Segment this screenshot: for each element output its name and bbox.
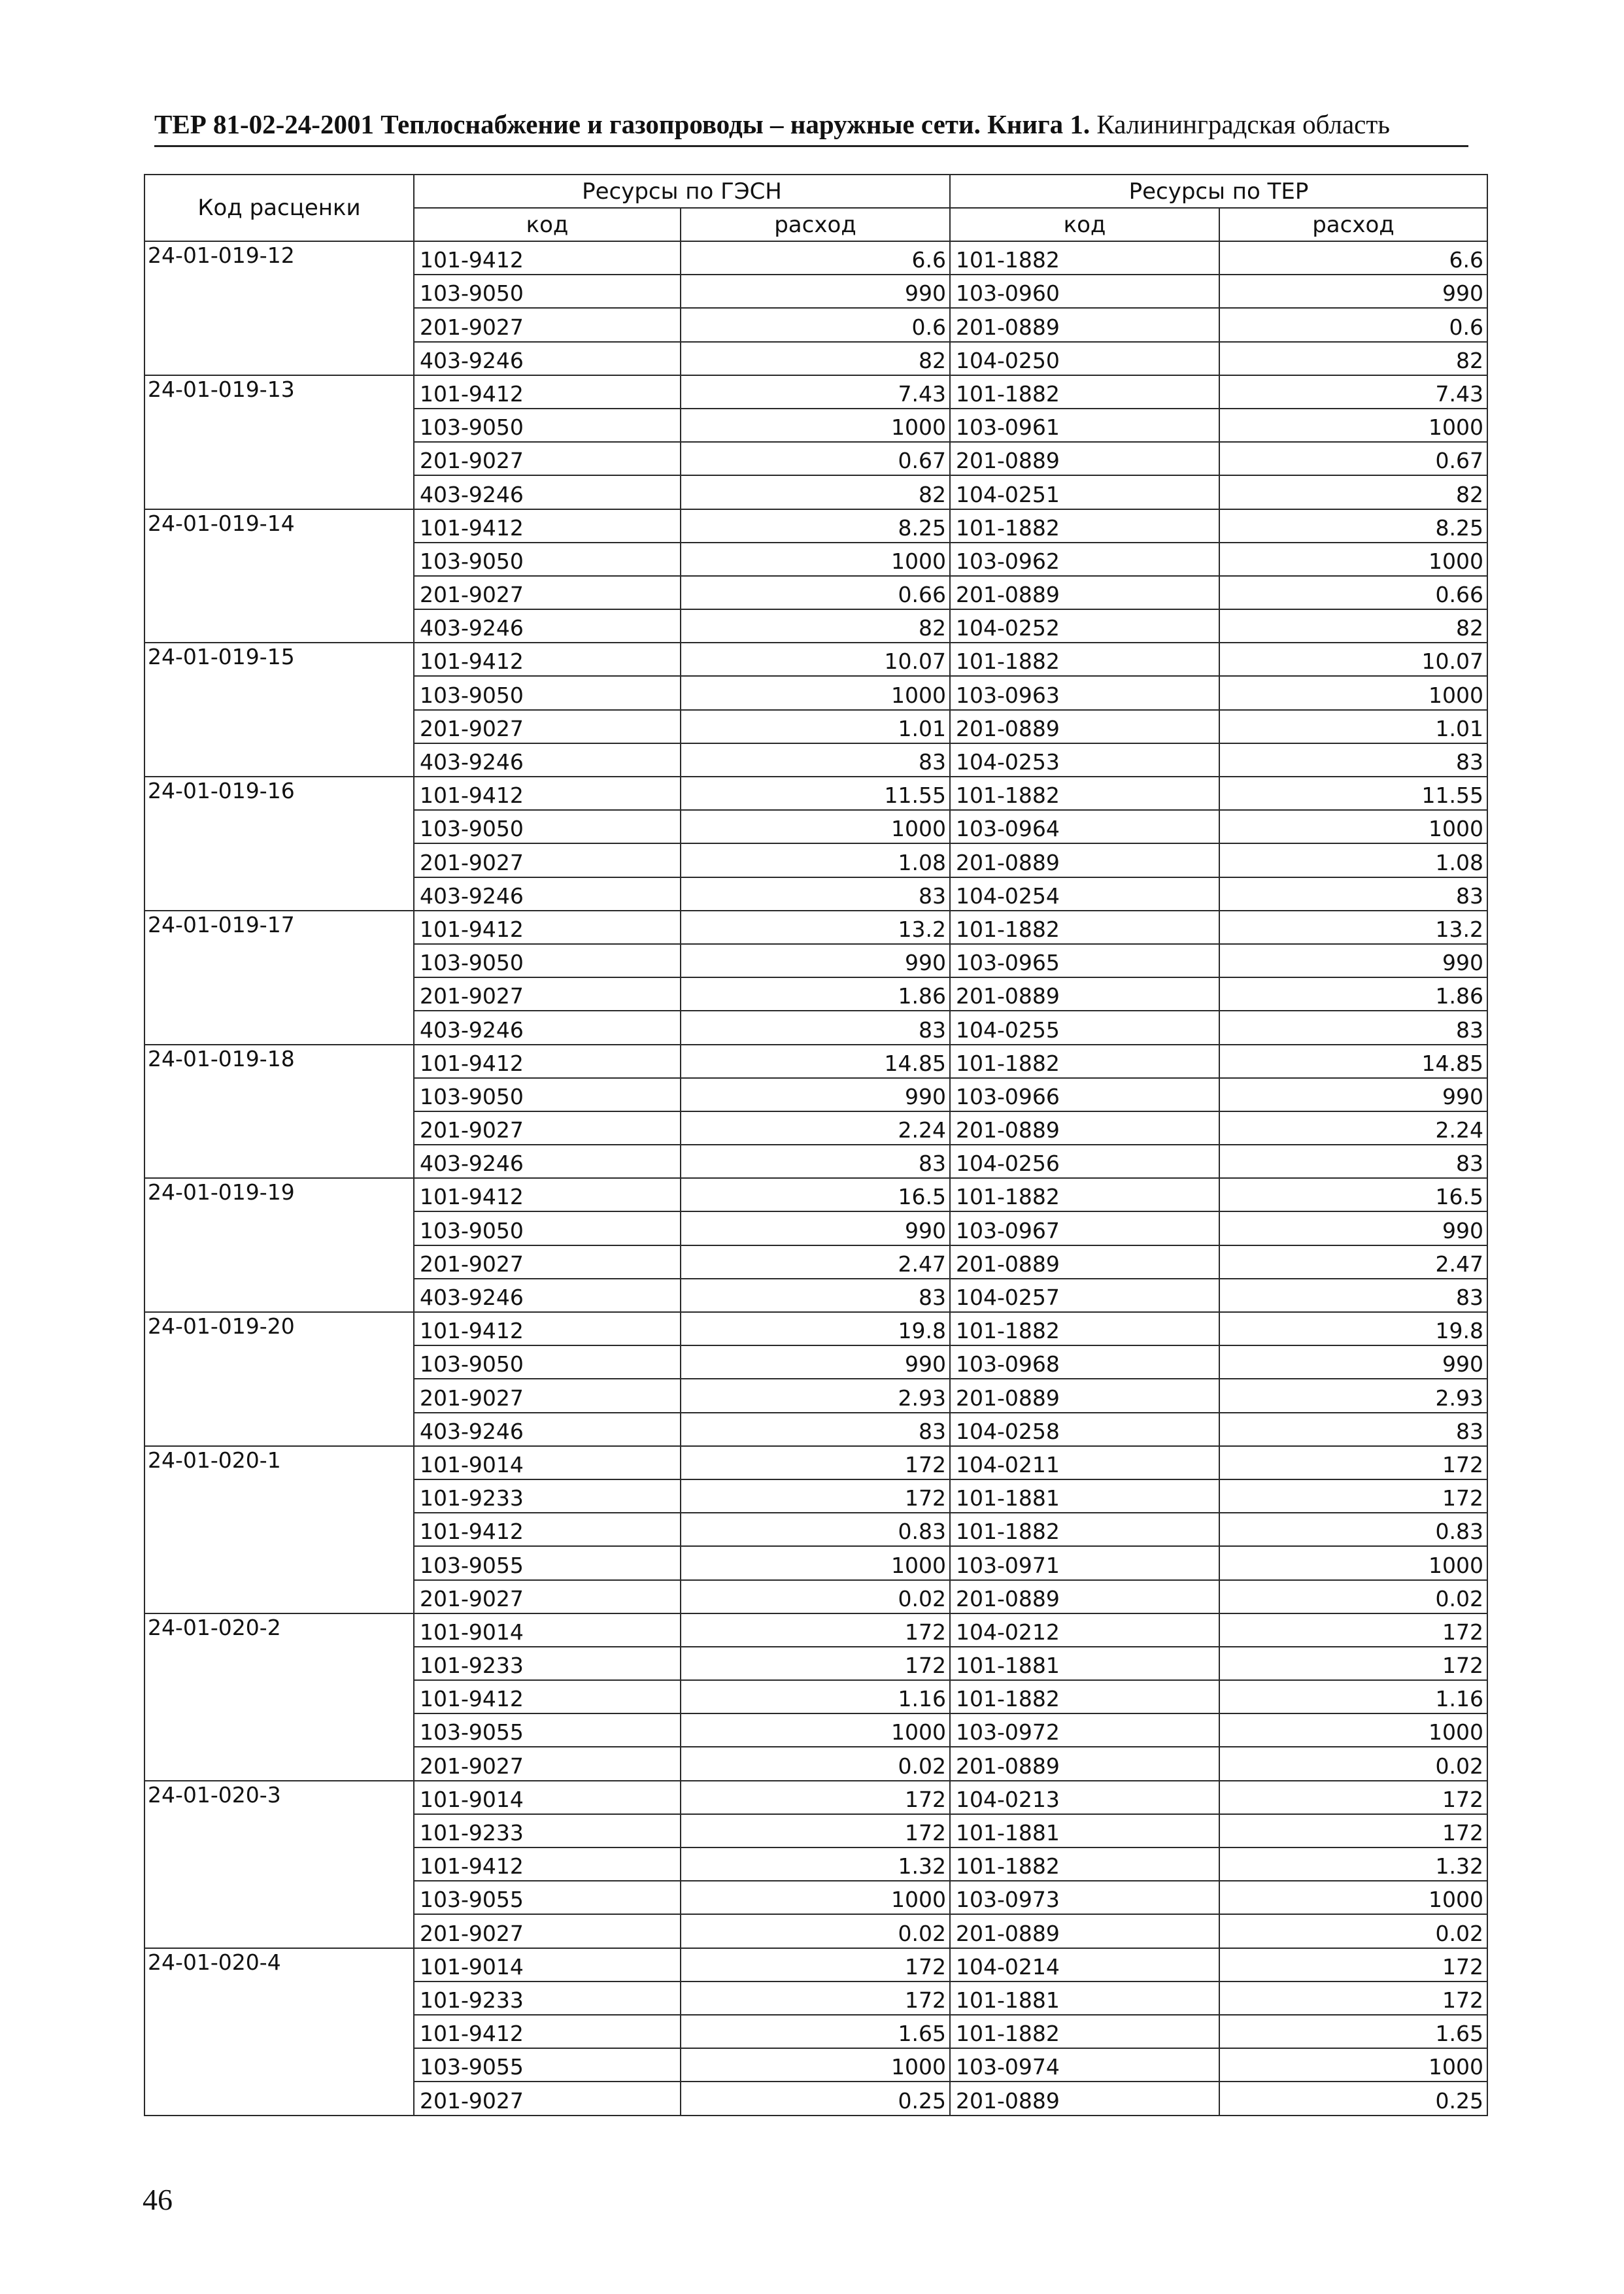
gesn-kod-cell: 101-9412 [414, 1513, 681, 1546]
gesn-rashod-cell: 172 [681, 1982, 950, 2015]
subheader-ter-kod: код [950, 208, 1219, 241]
rate-code-cell: 24-01-020-4 [144, 1948, 414, 2116]
ter-rashod-cell: 0.02 [1219, 1914, 1487, 1948]
ter-rashod-cell: 1000 [1219, 1546, 1487, 1579]
ter-rashod-cell: 1000 [1219, 543, 1487, 576]
rate-code-cell: 24-01-019-12 [144, 241, 414, 375]
ter-rashod-cell: 172 [1219, 1613, 1487, 1647]
ter-kod-cell: 101-1882 [950, 643, 1219, 676]
gesn-rashod-cell: 0.67 [681, 442, 950, 475]
gesn-rashod-cell: 1.01 [681, 710, 950, 743]
page-header [154, 106, 1468, 143]
gesn-kod-cell: 403-9246 [414, 1011, 681, 1044]
gesn-kod-cell: 101-9412 [414, 241, 681, 275]
table-row [144, 911, 1487, 944]
gesn-kod-cell: 403-9246 [414, 877, 681, 911]
gesn-rashod-cell: 13.2 [681, 911, 950, 944]
ter-kod-cell: 103-0968 [950, 1345, 1219, 1379]
ter-kod-cell: 101-1881 [950, 1479, 1219, 1513]
gesn-rashod-cell: 172 [681, 1613, 950, 1647]
gesn-kod-cell: 101-9412 [414, 375, 681, 409]
ter-kod-cell: 201-0889 [950, 1747, 1219, 1780]
table-row [144, 1178, 1487, 1211]
ter-kod-cell: 101-1882 [950, 241, 1219, 275]
gesn-kod-cell: 103-9050 [414, 944, 681, 977]
ter-kod-cell: 103-0973 [950, 1881, 1219, 1914]
gesn-kod-cell: 201-9027 [414, 1379, 681, 1412]
ter-kod-cell: 103-0962 [950, 543, 1219, 576]
ter-kod-cell: 101-1881 [950, 1647, 1219, 1680]
ter-kod-cell: 103-0963 [950, 676, 1219, 709]
rate-code-cell: 24-01-019-19 [144, 1178, 414, 1312]
gesn-rashod-cell: 2.47 [681, 1245, 950, 1279]
resources-table [144, 174, 1488, 2116]
rate-code-cell: 24-01-019-16 [144, 777, 414, 911]
rate-code-cell: 24-01-020-2 [144, 1613, 414, 1781]
ter-kod-cell: 103-0961 [950, 409, 1219, 442]
gesn-kod-cell: 103-9055 [414, 1546, 681, 1579]
ter-kod-cell: 101-1882 [950, 375, 1219, 409]
ter-rashod-cell: 1000 [1219, 810, 1487, 843]
gesn-kod-cell: 103-9050 [414, 543, 681, 576]
table-row [144, 241, 1487, 275]
gesn-kod-cell: 101-9014 [414, 1781, 681, 1814]
ter-kod-cell: 201-0889 [950, 1111, 1219, 1145]
group-header-gesn: Ресурсы по ГЭСН [414, 175, 950, 208]
ter-kod-cell: 201-0889 [950, 710, 1219, 743]
ter-rashod-cell: 172 [1219, 1948, 1487, 1982]
ter-kod-cell: 104-0257 [950, 1279, 1219, 1312]
group-header-ter: Ресурсы по ТЕР [950, 175, 1487, 208]
gesn-kod-cell: 101-9412 [414, 777, 681, 810]
gesn-kod-cell: 403-9246 [414, 1413, 681, 1446]
ter-kod-cell: 101-1882 [950, 1312, 1219, 1345]
gesn-rashod-cell: 990 [681, 1078, 950, 1111]
gesn-kod-cell: 101-9412 [414, 2015, 681, 2048]
gesn-kod-cell: 403-9246 [414, 342, 681, 375]
ter-rashod-cell: 990 [1219, 1078, 1487, 1111]
ter-kod-cell: 104-0258 [950, 1413, 1219, 1446]
ter-kod-cell: 201-0889 [950, 2082, 1219, 2115]
ter-rashod-cell: 0.67 [1219, 442, 1487, 475]
gesn-kod-cell: 201-9027 [414, 442, 681, 475]
gesn-rashod-cell: 1000 [681, 676, 950, 709]
gesn-kod-cell: 201-9027 [414, 1747, 681, 1780]
gesn-kod-cell: 101-9412 [414, 643, 681, 676]
gesn-kod-cell: 103-9050 [414, 1211, 681, 1245]
gesn-rashod-cell: 14.85 [681, 1045, 950, 1078]
gesn-rashod-cell: 172 [681, 1647, 950, 1680]
gesn-kod-cell: 403-9246 [414, 475, 681, 509]
gesn-kod-cell: 103-9050 [414, 409, 681, 442]
ter-kod-cell: 104-0214 [950, 1948, 1219, 1982]
rate-code-cell: 24-01-019-15 [144, 643, 414, 777]
gesn-rashod-cell: 10.07 [681, 643, 950, 676]
gesn-kod-cell: 101-9412 [414, 1178, 681, 1211]
ter-kod-cell: 104-0213 [950, 1781, 1219, 1814]
gesn-rashod-cell: 1.08 [681, 843, 950, 877]
gesn-rashod-cell: 172 [681, 1479, 950, 1513]
gesn-rashod-cell: 0.02 [681, 1914, 950, 1948]
gesn-rashod-cell: 83 [681, 877, 950, 911]
gesn-kod-cell: 101-9412 [414, 1045, 681, 1078]
resources-table-container [144, 174, 1488, 2116]
gesn-rashod-cell: 1.65 [681, 2015, 950, 2048]
gesn-rashod-cell: 83 [681, 743, 950, 777]
ter-rashod-cell: 1.08 [1219, 843, 1487, 877]
subheader-ter-rashod: расход [1219, 208, 1487, 241]
ter-kod-cell: 201-0889 [950, 977, 1219, 1011]
ter-rashod-cell: 0.25 [1219, 2082, 1487, 2115]
gesn-kod-cell: 101-9233 [414, 1479, 681, 1513]
ter-kod-cell: 103-0965 [950, 944, 1219, 977]
gesn-kod-cell: 101-9014 [414, 1446, 681, 1479]
gesn-rashod-cell: 172 [681, 1948, 950, 1982]
gesn-kod-cell: 403-9246 [414, 1279, 681, 1312]
ter-kod-cell: 103-0967 [950, 1211, 1219, 1245]
ter-rashod-cell: 19.8 [1219, 1312, 1487, 1345]
gesn-kod-cell: 101-9412 [414, 1680, 681, 1713]
gesn-rashod-cell: 82 [681, 342, 950, 375]
ter-rashod-cell: 82 [1219, 342, 1487, 375]
gesn-rashod-cell: 2.93 [681, 1379, 950, 1412]
ter-kod-cell: 103-0964 [950, 810, 1219, 843]
gesn-rashod-cell: 1000 [681, 1881, 950, 1914]
ter-rashod-cell: 83 [1219, 1011, 1487, 1044]
ter-rashod-cell: 8.25 [1219, 509, 1487, 543]
column-header-code: Код расценки [144, 175, 414, 241]
gesn-kod-cell: 201-9027 [414, 1111, 681, 1145]
table-row [144, 1045, 1487, 1078]
ter-kod-cell: 104-0251 [950, 475, 1219, 509]
gesn-kod-cell: 201-9027 [414, 1914, 681, 1948]
table-row [144, 1613, 1487, 1647]
rate-code-cell: 24-01-019-20 [144, 1312, 414, 1446]
table-body [144, 241, 1487, 2116]
gesn-rashod-cell: 1.32 [681, 1847, 950, 1881]
ter-rashod-cell: 1.01 [1219, 710, 1487, 743]
gesn-rashod-cell: 7.43 [681, 375, 950, 409]
ter-rashod-cell: 990 [1219, 1345, 1487, 1379]
gesn-kod-cell: 201-9027 [414, 576, 681, 609]
gesn-kod-cell: 101-9014 [414, 1613, 681, 1647]
ter-kod-cell: 201-0889 [950, 1914, 1219, 1948]
gesn-kod-cell: 201-9027 [414, 2082, 681, 2115]
gesn-rashod-cell: 82 [681, 609, 950, 643]
ter-kod-cell: 101-1882 [950, 911, 1219, 944]
ter-kod-cell: 201-0889 [950, 442, 1219, 475]
gesn-rashod-cell: 172 [681, 1781, 950, 1814]
ter-kod-cell: 104-0250 [950, 342, 1219, 375]
ter-kod-cell: 101-1882 [950, 1680, 1219, 1713]
subheader-gesn-kod: код [414, 208, 681, 241]
ter-kod-cell: 201-0889 [950, 1580, 1219, 1613]
ter-kod-cell: 104-0255 [950, 1011, 1219, 1044]
gesn-kod-cell: 101-9412 [414, 509, 681, 543]
gesn-kod-cell: 101-9412 [414, 1847, 681, 1881]
gesn-rashod-cell: 0.02 [681, 1580, 950, 1613]
ter-kod-cell: 101-1882 [950, 777, 1219, 810]
rate-code-cell: 24-01-019-17 [144, 911, 414, 1045]
table-row [144, 375, 1487, 409]
gesn-kod-cell: 103-9050 [414, 810, 681, 843]
ter-rashod-cell: 2.93 [1219, 1379, 1487, 1412]
ter-kod-cell: 103-0974 [950, 2048, 1219, 2082]
ter-rashod-cell: 1000 [1219, 1881, 1487, 1914]
gesn-rashod-cell: 0.66 [681, 576, 950, 609]
gesn-rashod-cell: 2.24 [681, 1111, 950, 1145]
ter-rashod-cell: 0.02 [1219, 1747, 1487, 1780]
gesn-kod-cell: 101-9412 [414, 911, 681, 944]
gesn-kod-cell: 403-9246 [414, 609, 681, 643]
ter-rashod-cell: 11.55 [1219, 777, 1487, 810]
ter-rashod-cell: 172 [1219, 1446, 1487, 1479]
ter-rashod-cell: 172 [1219, 1479, 1487, 1513]
rate-code-cell: 24-01-019-18 [144, 1045, 414, 1179]
ter-rashod-cell: 2.47 [1219, 1245, 1487, 1279]
ter-rashod-cell: 7.43 [1219, 375, 1487, 409]
rate-code-cell: 24-01-019-13 [144, 375, 414, 509]
ter-rashod-cell: 83 [1219, 1413, 1487, 1446]
gesn-kod-cell: 103-9050 [414, 1345, 681, 1379]
ter-rashod-cell: 172 [1219, 1781, 1487, 1814]
subheader-gesn-rashod: расход [681, 208, 950, 241]
table-row [144, 643, 1487, 676]
ter-kod-cell: 104-0211 [950, 1446, 1219, 1479]
header-region: Калининградская область [1096, 109, 1390, 139]
gesn-kod-cell: 101-9233 [414, 1647, 681, 1680]
gesn-kod-cell: 201-9027 [414, 1245, 681, 1279]
ter-rashod-cell: 6.6 [1219, 241, 1487, 275]
ter-rashod-cell: 82 [1219, 609, 1487, 643]
gesn-rashod-cell: 19.8 [681, 1312, 950, 1345]
ter-rashod-cell: 990 [1219, 944, 1487, 977]
gesn-kod-cell: 103-9055 [414, 1713, 681, 1747]
gesn-rashod-cell: 6.6 [681, 241, 950, 275]
table-row [144, 1948, 1487, 1982]
ter-rashod-cell: 13.2 [1219, 911, 1487, 944]
header-title: ТЕР 81-02-24-2001 Теплоснабжение и газопроводы – наружные сети. Книга 1. [154, 109, 1091, 139]
ter-rashod-cell: 1.32 [1219, 1847, 1487, 1881]
ter-kod-cell: 104-0212 [950, 1613, 1219, 1647]
gesn-kod-cell: 403-9246 [414, 1145, 681, 1178]
gesn-kod-cell: 201-9027 [414, 710, 681, 743]
ter-kod-cell: 101-1882 [950, 1513, 1219, 1546]
ter-kod-cell: 101-1882 [950, 1178, 1219, 1211]
gesn-rashod-cell: 82 [681, 475, 950, 509]
ter-kod-cell: 103-0972 [950, 1713, 1219, 1747]
table-row [144, 777, 1487, 810]
rate-code-cell: 24-01-019-14 [144, 509, 414, 643]
table-row [144, 1781, 1487, 1814]
gesn-kod-cell: 103-9050 [414, 1078, 681, 1111]
ter-rashod-cell: 172 [1219, 1647, 1487, 1680]
page-number: 46 [143, 2183, 173, 2216]
ter-rashod-cell: 1.16 [1219, 1680, 1487, 1713]
gesn-rashod-cell: 11.55 [681, 777, 950, 810]
gesn-rashod-cell: 1000 [681, 810, 950, 843]
ter-rashod-cell: 172 [1219, 1982, 1487, 2015]
ter-kod-cell: 201-0889 [950, 308, 1219, 341]
gesn-rashod-cell: 83 [681, 1145, 950, 1178]
gesn-kod-cell: 103-9055 [414, 2048, 681, 2082]
table-row [144, 1312, 1487, 1345]
ter-kod-cell: 103-0966 [950, 1078, 1219, 1111]
table-row [144, 509, 1487, 543]
gesn-rashod-cell: 1000 [681, 1546, 950, 1579]
gesn-kod-cell: 101-9014 [414, 1948, 681, 1982]
ter-kod-cell: 104-0256 [950, 1145, 1219, 1178]
gesn-rashod-cell: 1000 [681, 1713, 950, 1747]
gesn-rashod-cell: 1000 [681, 543, 950, 576]
gesn-rashod-cell: 172 [681, 1814, 950, 1847]
gesn-rashod-cell: 0.6 [681, 308, 950, 341]
gesn-kod-cell: 101-9412 [414, 1312, 681, 1345]
gesn-rashod-cell: 83 [681, 1011, 950, 1044]
gesn-kod-cell: 201-9027 [414, 308, 681, 341]
gesn-rashod-cell: 990 [681, 1211, 950, 1245]
gesn-rashod-cell: 1.16 [681, 1680, 950, 1713]
ter-kod-cell: 201-0889 [950, 576, 1219, 609]
ter-kod-cell: 101-1882 [950, 2015, 1219, 2048]
ter-kod-cell: 101-1881 [950, 1982, 1219, 2015]
gesn-kod-cell: 201-9027 [414, 843, 681, 877]
gesn-rashod-cell: 83 [681, 1413, 950, 1446]
ter-rashod-cell: 1000 [1219, 1713, 1487, 1747]
ter-kod-cell: 104-0253 [950, 743, 1219, 777]
ter-kod-cell: 104-0254 [950, 877, 1219, 911]
gesn-rashod-cell: 172 [681, 1446, 950, 1479]
ter-kod-cell: 201-0889 [950, 1379, 1219, 1412]
ter-kod-cell: 201-0889 [950, 1245, 1219, 1279]
gesn-rashod-cell: 990 [681, 275, 950, 308]
ter-rashod-cell: 0.6 [1219, 308, 1487, 341]
gesn-kod-cell: 201-9027 [414, 977, 681, 1011]
gesn-rashod-cell: 990 [681, 944, 950, 977]
gesn-rashod-cell: 8.25 [681, 509, 950, 543]
ter-kod-cell: 104-0252 [950, 609, 1219, 643]
gesn-kod-cell: 103-9050 [414, 676, 681, 709]
gesn-rashod-cell: 990 [681, 1345, 950, 1379]
gesn-kod-cell: 103-9055 [414, 1881, 681, 1914]
gesn-rashod-cell: 1.86 [681, 977, 950, 1011]
ter-rashod-cell: 172 [1219, 1814, 1487, 1847]
ter-rashod-cell: 14.85 [1219, 1045, 1487, 1078]
ter-rashod-cell: 990 [1219, 1211, 1487, 1245]
gesn-rashod-cell: 16.5 [681, 1178, 950, 1211]
ter-rashod-cell: 82 [1219, 475, 1487, 509]
ter-kod-cell: 103-0960 [950, 275, 1219, 308]
ter-kod-cell: 201-0889 [950, 843, 1219, 877]
rate-code-cell: 24-01-020-3 [144, 1781, 414, 1948]
ter-kod-cell: 101-1882 [950, 1847, 1219, 1881]
table-row [144, 1446, 1487, 1479]
ter-rashod-cell: 16.5 [1219, 1178, 1487, 1211]
ter-rashod-cell: 1000 [1219, 676, 1487, 709]
gesn-kod-cell: 101-9233 [414, 1982, 681, 2015]
gesn-kod-cell: 101-9233 [414, 1814, 681, 1847]
ter-rashod-cell: 83 [1219, 1145, 1487, 1178]
gesn-rashod-cell: 83 [681, 1279, 950, 1312]
gesn-kod-cell: 103-9050 [414, 275, 681, 308]
ter-kod-cell: 101-1881 [950, 1814, 1219, 1847]
ter-rashod-cell: 990 [1219, 275, 1487, 308]
gesn-kod-cell: 403-9246 [414, 743, 681, 777]
ter-rashod-cell: 10.07 [1219, 643, 1487, 676]
ter-rashod-cell: 83 [1219, 877, 1487, 911]
ter-rashod-cell: 1000 [1219, 2048, 1487, 2082]
ter-kod-cell: 101-1882 [950, 509, 1219, 543]
ter-rashod-cell: 1.86 [1219, 977, 1487, 1011]
ter-rashod-cell: 83 [1219, 1279, 1487, 1312]
gesn-rashod-cell: 1000 [681, 2048, 950, 2082]
ter-rashod-cell: 0.02 [1219, 1580, 1487, 1613]
gesn-rashod-cell: 0.02 [681, 1747, 950, 1780]
ter-rashod-cell: 0.66 [1219, 576, 1487, 609]
ter-rashod-cell: 0.83 [1219, 1513, 1487, 1546]
header-rule [154, 145, 1468, 147]
ter-kod-cell: 103-0971 [950, 1546, 1219, 1579]
ter-rashod-cell: 1000 [1219, 409, 1487, 442]
rate-code-cell: 24-01-020-1 [144, 1446, 414, 1613]
gesn-rashod-cell: 0.83 [681, 1513, 950, 1546]
ter-rashod-cell: 1.65 [1219, 2015, 1487, 2048]
gesn-rashod-cell: 0.25 [681, 2082, 950, 2115]
ter-rashod-cell: 83 [1219, 743, 1487, 777]
ter-kod-cell: 101-1882 [950, 1045, 1219, 1078]
ter-rashod-cell: 2.24 [1219, 1111, 1487, 1145]
gesn-rashod-cell: 1000 [681, 409, 950, 442]
gesn-kod-cell: 201-9027 [414, 1580, 681, 1613]
